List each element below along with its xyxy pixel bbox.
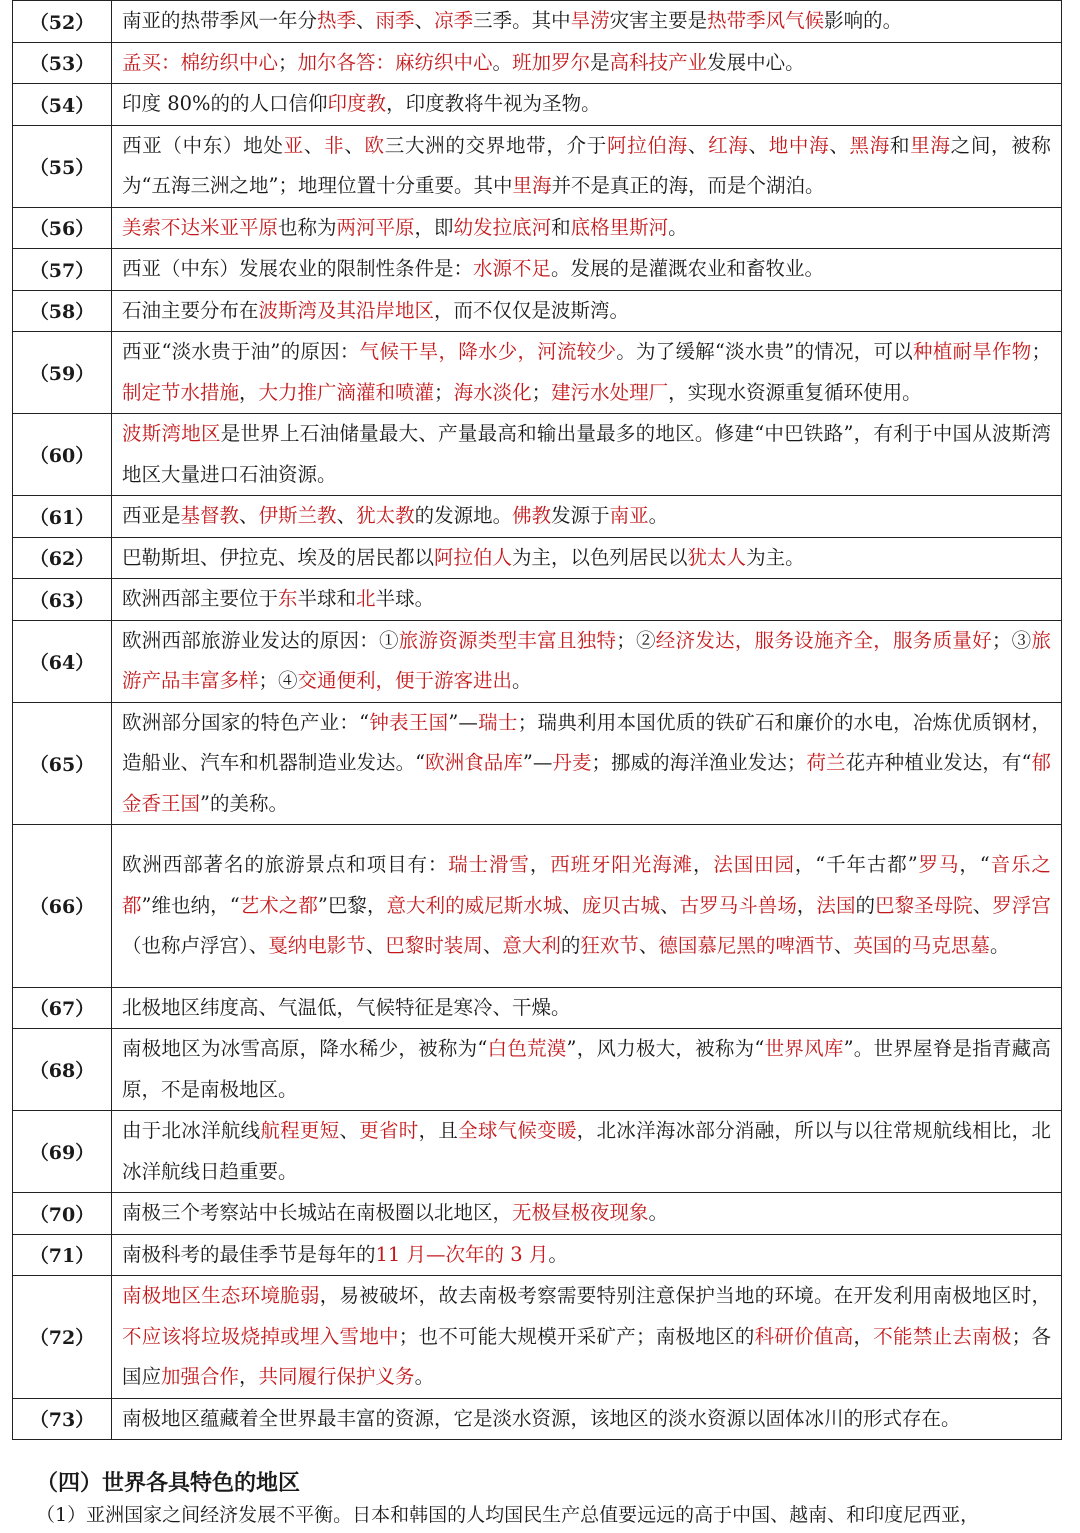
table-row [13,496,1062,538]
item-text [112,1,1062,43]
plain-text: ； [278,50,298,74]
item-text [112,84,1062,126]
plain-text: ；瑞典利用本国优质的铁矿石和廉价的水电，冶炼优质钢材，造船业、汽车和机器制造业发达。“ [122,710,1051,774]
plain-text: ”，风力极大，被称为“ [566,1037,765,1060]
table-row [13,1234,1062,1276]
highlight-text: 巴黎圣母院 [875,893,973,917]
highlight-text: 高科技产业 [609,50,708,74]
plain-text: 、 [303,133,325,157]
highlight-text: 南极地区生态环境脆弱 [122,1284,320,1307]
plain-text: 影响的。 [824,9,903,32]
highlight-text: 阿拉伯海 [607,133,688,157]
highlight-text: 罗马 [917,853,960,876]
highlight-text: 加尔各答：麻纺织中心 [297,50,493,74]
plain-text: ”。世界屋脊是指青藏高原，不是南极地区。 [122,1037,1051,1101]
highlight-text: 美索不达米亚平原 [122,215,279,239]
plain-text: 欧洲西部主要位于 [122,587,279,610]
plain-text: ；各国应 [122,1324,1051,1388]
highlight-text: 里海 [910,133,951,157]
plain-text: 。发展的是灌溉农业和畜牧业。 [551,257,825,280]
plain-text: 半球。 [375,587,435,610]
plain-text: 的发源地。 [414,504,513,527]
highlight-text: 制定节水措施 [122,380,240,404]
plain-text: 发源于 [551,504,610,527]
item-text [112,620,1062,702]
plain-text: 、 [687,133,709,157]
highlight-text: 艺术之都 [239,893,318,917]
plain-text: ， [239,380,259,404]
highlight-text: 古罗马斗兽场 [679,893,797,917]
table-row [13,1276,1062,1399]
item-number: （73） [13,1398,112,1440]
item-text [112,1111,1062,1193]
item-number: （59） [13,332,112,414]
plain-text: ；挪威的海洋渔业发达； [591,751,807,774]
item-text [112,1276,1062,1399]
plain-text: 、 [344,133,365,157]
plain-text: 是 [590,50,610,74]
highlight-text: 亚 [283,133,304,157]
item-number: （60） [13,414,112,496]
highlight-text: 底格里斯河 [570,215,669,239]
item-number: （72） [13,1276,112,1399]
plain-text: 、 [339,1119,360,1142]
plain-text: 为主，以色列居民以 [512,545,688,569]
plain-text: ， [529,853,551,876]
table-row [13,987,1062,1029]
plain-text: 欧洲西部著名的旅游景点和项目有： [122,853,449,876]
item-text [112,496,1062,538]
highlight-text: 里海 [512,174,552,197]
plain-text: 石油主要分布在 [122,298,259,322]
highlight-text: 无极昼极夜现象 [512,1201,649,1224]
plain-text: 、 [239,504,259,527]
plain-text: 之间，被称为“五海三洲之地”；地理位置十分重要。其中 [122,133,1051,197]
highlight-text: 经济发达，服务设施齐全，服务质量好 [655,628,992,652]
item-text [112,290,1062,332]
plain-text: 花卉种植业发达，有“ [845,751,1032,774]
plain-text: ； [1031,340,1051,363]
plain-text: 的 [560,934,581,957]
highlight-text: 非 [324,133,345,157]
highlight-text: 种植耐旱作物 [913,340,1032,363]
highlight-text: 建污水处理厂 [551,380,669,404]
plain-text: ；③ [991,628,1032,652]
plain-text: 、 [336,504,357,527]
item-number: （56） [13,207,112,249]
plain-text: 。 [548,1242,568,1266]
highlight-text: 更省时 [359,1119,419,1142]
knowledge-table [12,0,1062,1440]
plain-text: 、 [972,893,993,917]
item-number: （65） [13,702,112,825]
table-row [13,1111,1062,1193]
highlight-text: 瑞士滑雪 [448,853,530,876]
highlight-text: 庞贝古城 [581,893,661,917]
highlight-text: 大力推广滴灌和喷灌 [258,380,435,404]
plain-text: 南极地区蕴藏着全世界最丰富的资源，它是淡水资源，该地区的淡水资源以固体冰川的形式存在。 [122,1406,961,1430]
highlight-text: 地中海 [768,133,830,157]
highlight-text: 孟买：棉纺织中心 [122,50,279,74]
highlight-text: 基督教 [180,504,240,527]
plain-text: 发展中心。 [707,50,805,74]
plain-text: ； [434,380,454,404]
plain-text: 也称为 [278,215,337,239]
highlight-text: 瑞士 [477,710,518,734]
highlight-text: 航程更短 [260,1119,340,1142]
highlight-text: 旅游产品丰富多样 [122,628,1051,692]
item-text [112,414,1062,496]
highlight-text: 印度教 [327,92,387,115]
plain-text: 。 [648,504,669,527]
plain-text: 、 [482,934,503,957]
plain-text: ，印度教将牛视为圣物。 [386,92,601,115]
plain-text: ，“千年古都” [794,853,918,876]
plain-text: ”维也纳，“ [141,893,240,917]
table-row [13,579,1062,621]
item-text [112,579,1062,621]
table-row [13,825,1062,988]
item-number: （68） [13,1029,112,1111]
plain-text: 、 [833,934,854,957]
highlight-text: 英国的马克思墓 [853,934,990,957]
highlight-text: 交通便利，便于游客进出 [297,669,513,692]
highlight-text: 凉季 [434,9,474,32]
plain-text: 。 [492,50,513,74]
plain-text: ”— [448,710,478,734]
highlight-text: 热季 [317,9,357,32]
item-number: （53） [13,42,112,84]
highlight-text: 波斯湾地区 [122,422,221,445]
plain-text: ；④ [258,669,298,692]
highlight-text: 气候干旱，降水少，河流较少 [359,340,617,363]
plain-text: 西亚是 [122,504,181,527]
item-text [112,1398,1062,1440]
item-text [112,825,1062,988]
item-number: （67） [13,987,112,1029]
item-text [112,1234,1062,1276]
table-row [13,1398,1062,1440]
plain-text: 、 [414,9,435,32]
highlight-text: 戛纳电影节 [268,934,366,957]
plain-text: ； [531,380,552,404]
plain-text: ， [853,1324,874,1348]
table-row [13,702,1062,825]
plain-text: ， [796,893,817,917]
item-number: （62） [13,537,112,579]
highlight-text: 幼发拉底河 [453,215,552,239]
plain-text: 西亚（中东）发展农业的限制性条件是： [122,257,474,280]
highlight-text: 雨季 [375,9,415,32]
highlight-text: 意大利的威尼斯水城 [386,893,563,917]
plain-text: 南亚的热带季风一年分 [122,9,318,32]
plain-text: ；也不可能大规模开采矿产；南极地区的 [398,1324,755,1348]
highlight-text: 罗浮宫 [992,893,1051,917]
table-row [13,1,1062,43]
highlight-text: 犹太人 [687,545,747,569]
highlight-text: 红海 [708,133,749,157]
plain-text: ”巴黎， [317,893,387,917]
item-text [112,537,1062,579]
plain-text: 南极地区为冰雪高原，降水稀少，被称为“ [122,1037,488,1060]
highlight-text: 法国田园 [713,853,795,876]
plain-text: 、 [829,133,850,157]
plain-text: ，且 [418,1119,459,1142]
item-number: （55） [13,125,112,207]
table-row [13,125,1062,207]
item-number: （54） [13,84,112,126]
highlight-text: 东 [278,587,298,610]
plain-text: 。 [648,1201,669,1224]
plain-text: 西亚（中东）地处 [122,133,284,157]
plain-text: 、 [638,934,659,957]
highlight-text: 伊斯兰教 [258,504,337,527]
plain-text: ，实现水资源重复循环使用。 [668,380,922,404]
highlight-text: 犹太教 [356,504,415,527]
table-row [13,414,1062,496]
plain-text: ”— [522,751,553,774]
plain-text: 印度 80%的的人口信仰 [122,92,328,115]
plain-text: ，而不仅仅是波斯湾。 [434,298,630,322]
item-text [112,249,1062,291]
item-text [112,987,1062,1029]
highlight-text: 热带季风气候 [707,9,825,32]
highlight-text: 黑海 [849,133,890,157]
plain-text: 并不是真正的海，而是个湖泊。 [551,174,825,197]
item-number: （63） [13,579,112,621]
plain-text: （也称卢浮宫）、 [122,934,269,957]
table-row [13,290,1062,332]
plain-text: 由于北冰洋航线 [122,1119,261,1142]
plain-text: ”的美称。 [200,791,288,815]
table-row [13,1029,1062,1111]
highlight-text: 狂欢节 [580,934,639,957]
table-row [13,332,1062,414]
highlight-text: 丹麦 [552,751,592,774]
highlight-text: 欧洲食品库 [425,751,523,774]
highlight-text: 意大利 [502,934,561,957]
highlight-text: 荷兰 [806,751,846,774]
item-number: （69） [13,1111,112,1193]
item-number: （64） [13,620,112,702]
highlight-text: 北 [356,587,376,610]
plain-text: 。 [989,934,1010,957]
plain-text: 、 [365,934,386,957]
plain-text: 欧洲西部旅游业发达的原因：① [122,628,399,652]
plain-text: 。 [414,1365,435,1388]
item-number: （58） [13,290,112,332]
table-row [13,537,1062,579]
highlight-text: 郁金香王国 [122,751,1051,815]
highlight-text: 不能禁止去南极 [873,1324,1012,1348]
plain-text: 。 [668,215,688,239]
highlight-text: 水源不足 [473,257,552,280]
highlight-text: 西班牙阳光海滩 [550,853,693,876]
highlight-text: 阿拉伯人 [434,545,513,569]
highlight-text: 音乐之都 [122,853,1051,917]
highlight-text: 法国 [816,893,856,917]
table-row [13,42,1062,84]
plain-text: ，“ [959,853,990,876]
plain-text: 南极三个考察站中长城站在南极圈以北地区， [122,1201,513,1224]
plain-text: 、 [660,893,680,917]
highlight-text: 旅游资源类型丰富且独特 [398,628,617,652]
highlight-text: 共同履行保护义务 [258,1365,415,1388]
plain-text: 南极科考的最佳季节是每年的 [122,1242,376,1266]
table-row [13,84,1062,126]
table-row [13,1193,1062,1235]
highlight-text: 加强合作 [161,1365,240,1388]
highlight-text: 德国慕尼黑的啤酒节 [658,934,834,957]
highlight-text: 全球气候变暖 [458,1119,577,1142]
highlight-text: 科研价值高 [754,1324,854,1348]
knowledge-table-body [13,1,1062,1440]
plain-text: 和 [551,215,571,239]
item-text [112,125,1062,207]
item-text [112,42,1062,84]
plain-text: 。为了缓解“淡水贵”的情况，可以 [616,340,914,363]
highlight-text: 钟表王国 [369,710,449,734]
item-text [112,332,1062,414]
item-text [112,207,1062,249]
item-text [112,1029,1062,1111]
plain-text: 、 [748,133,769,157]
plain-text: 欧洲部分国家的特色产业：“ [122,710,370,734]
highlight-text: 海水淡化 [453,380,532,404]
item-number: （52） [13,1,112,43]
table-row [13,620,1062,702]
item-number: （70） [13,1193,112,1235]
section-heading: （四）世界各具特色的地区 [36,1470,301,1496]
highlight-text: 不应该将垃圾烧掉或埋入雪地中 [122,1324,399,1348]
plain-text: 。 [512,669,532,692]
plain-text: 、 [356,9,376,32]
item-number: （66） [13,825,112,988]
highlight-text: 南亚 [609,504,649,527]
plain-text: 为主。 [746,545,805,569]
plain-text: 灾害主要是 [609,9,708,32]
highlight-text: 旱涝 [570,9,610,32]
highlight-text: 11 月—次年的 3 月 [375,1242,549,1266]
plain-text: 是世界上石油储量最大、产量最高和输出量最多的地区。修建“中巴铁路”，有利于中国从波斯湾地区大量进口石油资源。 [122,422,1051,486]
section-paragraph: （1）亚洲国家之间经济发展不平衡。日本和韩国的人均国民生产总值要远远的高于中国、越南、和印度尼西亚， [36,1504,980,1526]
table-row [13,207,1062,249]
plain-text: 西亚“淡水贵于油”的原因： [122,340,360,363]
plain-text: 、 [562,893,582,917]
highlight-text: 世界风库 [764,1037,844,1060]
table-row [13,249,1062,291]
highlight-text: 欧 [364,133,385,157]
item-number: （71） [13,1234,112,1276]
plain-text: ，北冰洋海冰部分消融，所以与以往常规航线相比，北冰洋航线日趋重要。 [122,1119,1051,1183]
plain-text: 和 [889,133,911,157]
plain-text: 半球和 [297,587,357,610]
plain-text: 的 [855,893,876,917]
plain-text: 巴勒斯坦、伊拉克、埃及的居民都以 [122,545,435,569]
highlight-text: 佛教 [512,504,552,527]
highlight-text: 波斯湾及其沿岸地区 [258,298,435,322]
item-text [112,1193,1062,1235]
plain-text: ，易被破坏，故去南极考察需要特别注意保护当地的环境。在开发利用南极地区时， [319,1284,1051,1307]
plain-text: ，即 [414,215,454,239]
highlight-text: 两河平原 [336,215,415,239]
item-text [112,702,1062,825]
highlight-text: 白色荒漠 [487,1037,567,1060]
plain-text: 北极地区纬度高、气温低，气候特征是寒冷、干燥。 [122,995,571,1019]
highlight-text: 巴黎时装周 [385,934,483,957]
plain-text: ， [239,1365,259,1388]
plain-text: ， [692,853,714,876]
item-number: （57） [13,249,112,291]
plain-text: 三季。其中 [473,9,571,32]
item-number: （61） [13,496,112,538]
plain-text: 三大洲的交界地带，介于 [384,133,608,157]
highlight-text: 班加罗尔 [512,50,591,74]
plain-text: ；② [616,628,656,652]
